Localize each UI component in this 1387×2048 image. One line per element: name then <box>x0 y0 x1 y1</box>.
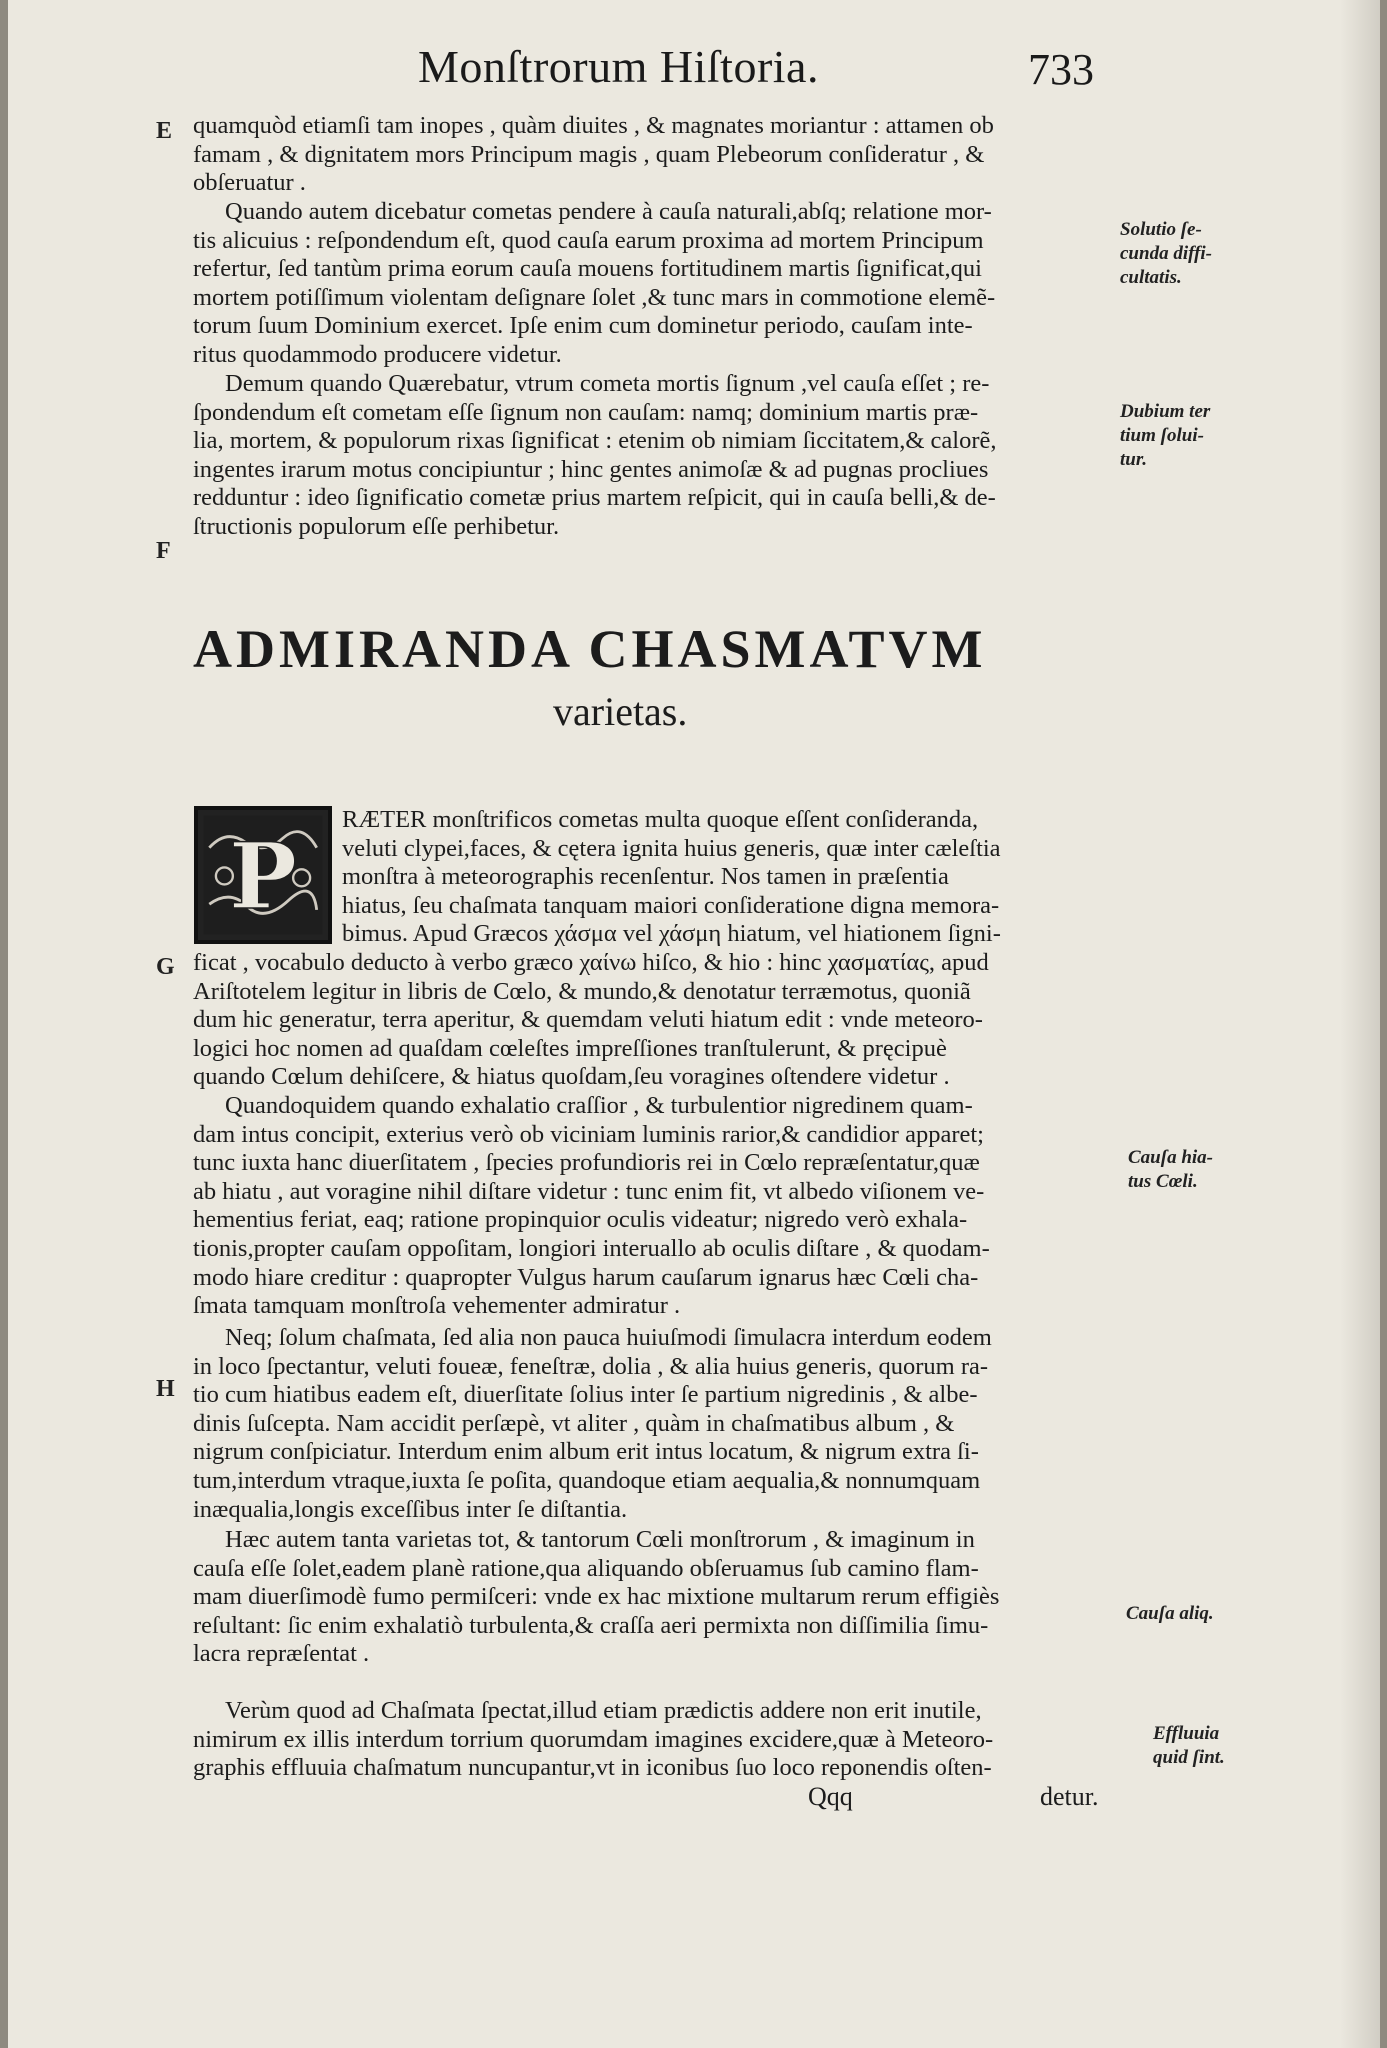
svg-text:P: P <box>229 823 297 930</box>
margin-note-causa-hiatus: Cauſa hia- tus Cœli. <box>1128 1147 1213 1192</box>
text-line: hementius feriat, eaq; ratione propinquior oculis videatur; nigredo verò exhala- <box>193 1206 968 1234</box>
section-title: ADMIRANDA CHASMATVM <box>193 619 987 679</box>
margin-note-causa-aliq: Cauſa aliq. <box>1126 1603 1214 1624</box>
section-marker-g: G <box>156 954 175 980</box>
text-line: ab hiatu , aut voragine nihil diſtare videtur : tunc enim fit, vt albedo viſionem ve- <box>193 1177 985 1205</box>
paragraph-other-simulacra <box>193 1324 1103 1524</box>
initial-ornament-icon <box>198 810 328 940</box>
decorated-initial <box>194 806 332 944</box>
text-line: tionis,propter cauſam oppoſitam, longiori interuallo ab oculis diſtare , & quodam- <box>193 1234 990 1262</box>
text-line: Quandoquidem quando exhalatio craſſior , & turbulentior nigredinem quam- <box>225 1092 973 1119</box>
text-line: redduntur : ideo ſignificatio cometæ prius martem reſpicit, qui in cauſa belli,& de- <box>193 484 996 512</box>
text-line: tis alicuius : reſpondendum eſt, quod cauſa earum proxima ad mortem Principum <box>193 226 984 254</box>
text-line: torum ſuum Dominium exercet. Ipſe enim cum dominetur periodo, cauſam inte- <box>193 312 973 340</box>
text-line: ingentes irarum motus concipiuntur ; hinc gentes animoſæ & ad pugnas procliues <box>193 455 989 483</box>
paragraph-continuation <box>193 112 1103 198</box>
text-line: ſtructionis populorum eſſe perhibetur. <box>193 512 560 540</box>
text-line: monſtra à meteorographis recenſentur. Nos tamen in præſentia <box>342 863 949 891</box>
text-line: Neq; ſolum chaſmata, ſed alia non pauca huiuſmodi ſimulacra interdum eodem <box>225 1324 992 1351</box>
margin-note-effluvia: Effluuia quid ſint. <box>1153 1723 1225 1768</box>
text-line: inæqualia,longis exceſſibus inter ſe diſtantia. <box>193 1495 628 1523</box>
text-line: mortem potiſſimum violentam deſignare ſolet ,& tunc mars in commotione elemẽ- <box>193 283 996 311</box>
margin-note-solutio: Solutio ſe- cunda diffi- cultatis. <box>1120 219 1213 288</box>
running-title: Monſtrorum Hiſtoria. <box>418 41 819 92</box>
section-marker-f: F <box>156 538 171 564</box>
signature-mark: Qqq <box>808 1782 853 1811</box>
text-line: veluti clypei,faces, & cętera ignita huius generis, quæ inter cæleſtia <box>342 834 1001 862</box>
text-line: tunc iuxta hanc diuerſitatem , ſpecies profundioris rei in Cœlo repræſentatur,quæ <box>193 1149 980 1177</box>
text-line: ritus quodammodo producere videtur. <box>193 340 562 368</box>
text-line: nigrum conſpiciatur. Interdum enim album erit intus locatum, & nigrum extra ſi- <box>193 1438 979 1466</box>
text-line: lacra repræſentat . <box>193 1640 370 1668</box>
text-line: in loco ſpectantur, veluti foueæ, feneſtræ, dolia , & alia huius generis, quorum ra- <box>193 1352 989 1380</box>
text-line: dinis ſuſcepta. Nam accidit perſæpè, vt aliter , quàm in chaſmatibus album , & <box>193 1409 955 1437</box>
text-line: logici hoc nomen ad quaſdam cœleſtes impreſſiones tranſtulerunt, & pręcipuè <box>193 1034 947 1062</box>
text-line: bimus. Apud Græcos χάσμα vel χάσμη hiatum, vel hiationem ſigni- <box>342 920 1001 948</box>
text-line: refertur, ſed tantùm prima eorum cauſa mouens fortitudinem martis ſignificat,qui <box>193 255 982 283</box>
text-line: mam diuerſimodè fumo permiſceri: vnde ex hac mixtione multarum rerum effigiès <box>193 1583 1000 1611</box>
text-line: obſeruatur . <box>193 169 306 197</box>
text-line: famam , & dignitatem mors Principum magis , quam Plebeorum conſideratur , & <box>193 140 985 168</box>
text-line: Quando autem dicebatur cometas pendere à cauſa naturali,abſq; relatione mor- <box>225 198 992 225</box>
page-number: 733 <box>1028 45 1094 94</box>
text-line: Demum quando Quærebatur, vtrum cometa mortis ſignum ,vel cauſa eſſet ; re- <box>225 370 990 397</box>
section-marker-e: E <box>156 118 173 144</box>
text-line: nimirum ex illis interdum torrium quorumdam imagines excidere,quæ à Meteoro- <box>193 1725 994 1753</box>
paragraph-solution-second <box>193 198 1103 370</box>
text-line: Hæc autem tanta varietas tot, & tantorum Cœli monſtrorum , & imaginum in <box>225 1526 975 1553</box>
text-line: ſpondendum eſt cometam eſſe ſignum non cauſam: namq; dominium martis præ- <box>193 398 979 426</box>
text-line: reſultant: ſic enim exhalatiò turbulenta,& craſſa aeri permixta non diſſimilia ſimu- <box>193 1611 989 1639</box>
text-line: cauſa eſſe ſolet,eadem planè ratione,qua aliquando obſeruamus ſub camino flam- <box>193 1554 979 1582</box>
text-line: graphis effluuia chaſmatum nuncupantur,vt in iconibus ſuo loco reponendis oſten- <box>193 1754 992 1782</box>
paragraph-chasmata-intro <box>342 806 1112 949</box>
text-line: dam intus concipit, exterius verò ob viciniam luminis rarior,& candidior apparet; <box>193 1120 984 1148</box>
text-line: lia, mortem, & populorum rixas ſignificat : etenim ob nimiam ſiccitatem,& calorẽ, <box>193 427 997 455</box>
text-line: dum hic generatur, terra aperitur, & quemdam veluti hiatum edit : vnde meteoro- <box>193 1006 983 1034</box>
text-line: RÆTER monſtrificos cometas multa quoque eſſent conſideranda, <box>342 806 979 833</box>
text-line: tum,interdum vtraque,iuxta ſe poſita, quandoque etiam aequalia,& nonnumquam <box>193 1466 981 1494</box>
section-marker-h: H <box>156 1376 175 1402</box>
text-line: quando Cœlum dehiſcere, & hiatus quoſdam,ſeu voragines oſtendere videtur . <box>193 1063 950 1091</box>
paragraph-cause <box>193 1092 1103 1321</box>
text-line: hiatus, ſeu chaſmata tanquam maiori conſideratione digna memora- <box>342 891 1000 919</box>
text-line: Verùm quod ad Chaſmata ſpectat,illud etiam prædictis addere non erit inutile, <box>225 1697 982 1724</box>
margin-note-dubium: Dubium ter tium ſolui- tur. <box>1120 401 1211 470</box>
paragraph-chasmata-intro-cont <box>193 949 1103 1092</box>
text-line: tio cum hiatibus eadem eſt, diuerſitate ſolius inter ſe partium nigredinis , & albe- <box>193 1381 978 1409</box>
text-line: Ariſtotelem legitur in libris de Cœlo, & mundo,& denotatur terræmotus, quoniã <box>193 977 971 1005</box>
catchword: detur. <box>1040 1782 1099 1811</box>
text-line: ſmata tamquam monſtroſa vehementer admiratur . <box>193 1292 681 1320</box>
text-line: ficat , vocabulo deducto à verbo græco χαίνω hiſco, & hio : hinc χασματίας, apud <box>193 949 989 976</box>
text-line: quamquòd etiamſi tam inopes , quàm diuites , & magnates moriantur : attamen ob <box>193 112 994 139</box>
book-page <box>8 0 1380 2048</box>
page-header <box>8 40 1380 100</box>
paragraph-variety-cause <box>193 1526 1103 1669</box>
section-subtitle: varietas. <box>553 689 688 734</box>
paragraph-effluvia <box>193 1697 1103 1783</box>
paragraph-third-doubt <box>193 370 1103 542</box>
text-line: modo hiare creditur : quapropter Vulgus harum cauſarum ignarus hæc Cœli cha- <box>193 1263 979 1291</box>
